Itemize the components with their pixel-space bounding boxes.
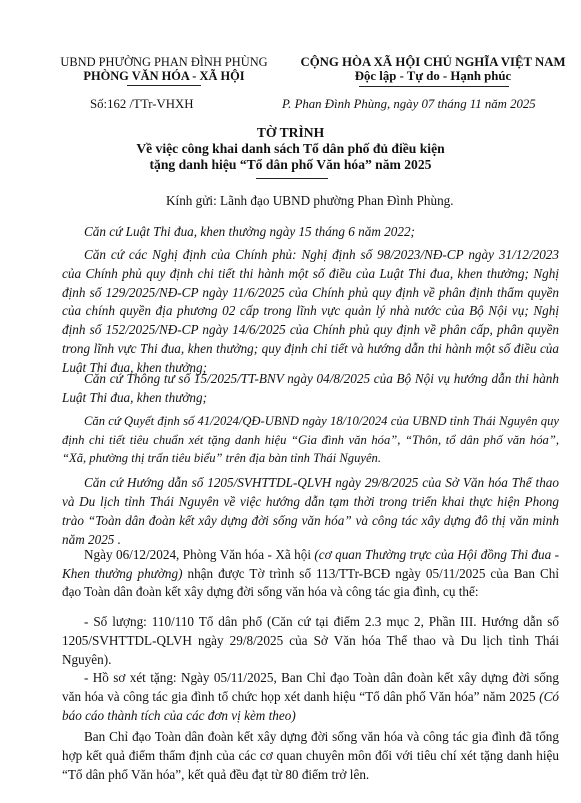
department-name: PHÒNG VĂN HÓA - XÃ HỘI xyxy=(83,69,245,83)
title-underline xyxy=(256,178,328,179)
result-paragraph: Ban Chỉ đạo Toàn dân đoàn kết xây dựng đời sống văn hóa và công tác gia đình đã tổng hợp kết quả điểm thẩm định của các cơ quan chuyên môn đối với tiêu chí xét tặng danh hiệu “Tổ dân phố Văn hóa”, kết quả đều đạt từ 80 điểm trở lên. xyxy=(62,729,559,782)
legal-basis-decision: Căn cứ Quyết định số 41/2024/QĐ-UBND ngày 18/10/2024 của UBND tỉnh Thái Nguyên quy định chi tiết tiêu chuẩn xét tặng danh hiệu “Gia đình văn hóa”, “Thôn, tổ dân phố văn hóa”, “Xã, phường thị trấn tiêu biểu” trên địa bàn tỉnh Thái Nguyên. xyxy=(62,414,559,465)
subject-line-2: tặng danh hiệu “Tổ dân phố Văn hóa” năm 2025 xyxy=(149,157,432,172)
motto-underline xyxy=(359,86,509,87)
nation-name: CỘNG HÒA XÃ HỘI CHỦ NGHĨA VIỆT NAM xyxy=(300,55,566,69)
legal-basis-law: Căn cứ Luật Thi đua, khen thưởng ngày 15 tháng 6 năm 2022; xyxy=(84,224,415,239)
legal-basis-guidance: Căn cứ Hướng dẫn số 1205/SVHTTDL-QLVH ngày 29/8/2025 của Sở Văn hóa Thể thao và Du lịch tỉnh Thái Nguyên về việc hướng dẫn tạm thời trong triển khai thực hiện Phong trào “Toàn dân đoàn kết xây dựng đời sống văn hóa” và công tác xây dựng đô thị văn minh năm 2025 . xyxy=(62,475,559,547)
subject-line-1: Về việc công khai danh sách Tổ dân phố đủ điều kiện xyxy=(136,141,445,156)
legal-basis-circular: Căn cứ Thông tư số 15/2025/TT-BNV ngày 04/8/2025 của Bộ Nội vụ hướng dẫn thi hành Luật Thi đua, khen thưởng; xyxy=(62,371,559,405)
dossier-item: - Hồ sơ xét tặng: Ngày 05/11/2025, Ban Chỉ đạo Toàn dân đoàn kết xây dựng đời sống văn hóa và công tác gia đình tổ chức họp xét danh hiệu “Tổ dân phố Văn hóa” năm 2025 (Có báo cáo thành tích của các đơn vị kèm theo) xyxy=(62,670,559,723)
document-number: Số:162 /TTr-VHXH xyxy=(90,97,194,111)
department-underline xyxy=(127,85,201,86)
nation-motto: Độc lập - Tự do - Hạnh phúc xyxy=(354,69,512,83)
legal-basis-decrees: Căn cứ các Nghị định của Chính phủ: Nghị định số 98/2023/NĐ-CP ngày 31/12/2023 của Chính phủ quy định chi tiết thi hành một số điều của Luật Thi đua, khen thưởng; Nghị định số 129/2025/NĐ-CP ngày 11/6/2025 của Chính phủ quy định về phân định thẩm quyền của chính quyền địa phương 02 cấp trong lĩnh vực quản lý nhà nước của Bộ Nội vụ; Nghị định số 152/2025/NĐ-CP ngày 14/6/2025 của Chính phủ quy định về phân cấp, phân quyền trong lĩnh vực Thi đua, khen thưởng; quy định chi tiết và hướng dẫn thi hành một số điều của Luật Thi đua, khen thưởng; xyxy=(62,247,559,375)
submission-paragraph: Ngày 06/12/2024, Phòng Văn hóa - Xã hội (cơ quan Thường trực của Hội đồng Thi đua - Khen thưởng phường) nhận được Tờ trình số 113/TTr-BCĐ ngày 05/11/2025 của Ban Chỉ đạo Toàn dân đoàn kết xây dựng đời sống văn hóa và công tác gia đình, cụ thể: xyxy=(62,547,559,600)
org-name: UBND PHƯỜNG PHAN ĐÌNH PHÙNG xyxy=(60,55,268,69)
document-type: TỜ TRÌNH xyxy=(256,125,325,140)
quantity-item: - Số lượng: 110/110 Tổ dân phố (Căn cứ tại điểm 2.3 mục 2, Phần III. Hướng dẫn số 1205/SVHTTDL-QLVH ngày 29/8/2025 của Sở Văn hóa Thể thao và Du lịch tỉnh Thái Nguyên). xyxy=(62,614,559,667)
place-and-date: P. Phan Đình Phùng, ngày 07 tháng 11 năm 2025 xyxy=(282,97,536,111)
recipient: Kính gửi: Lãnh đạo UBND phường Phan Đình Phùng. xyxy=(166,193,454,208)
